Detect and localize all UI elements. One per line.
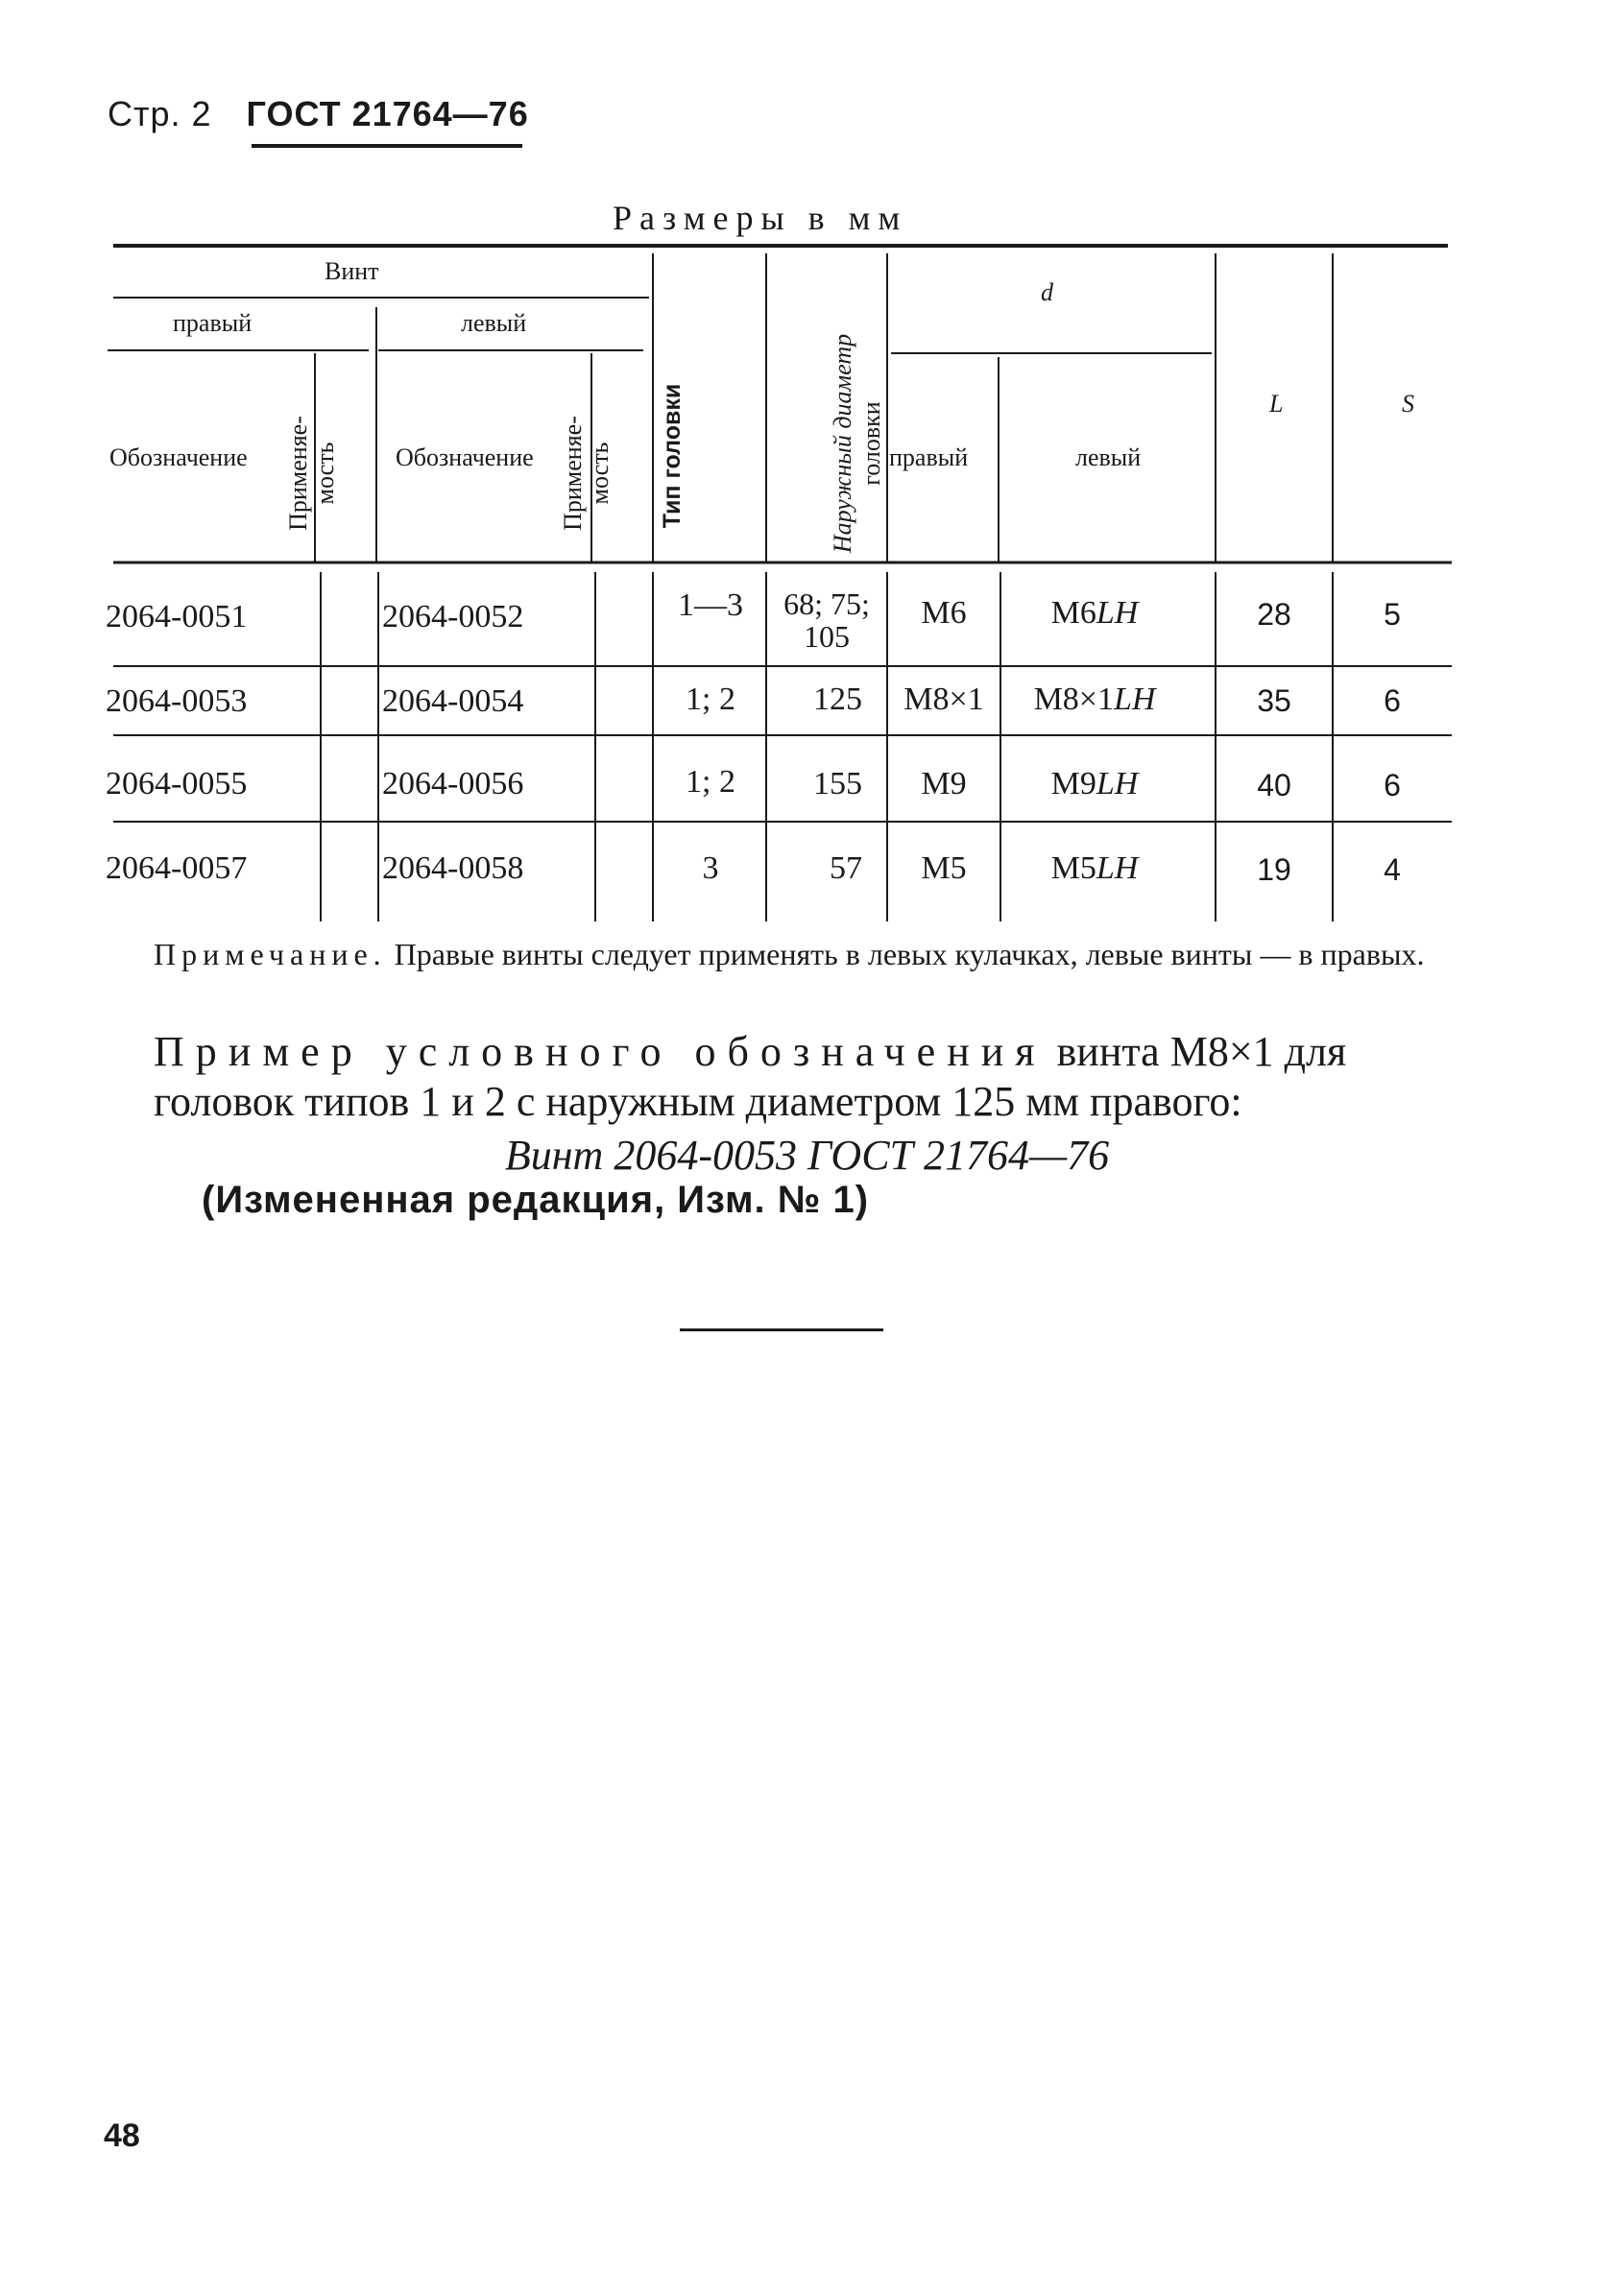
- header-applicability-right: Применяе- мость: [284, 416, 339, 531]
- header-S: S: [1402, 390, 1414, 418]
- header-d-left: левый: [1075, 443, 1142, 471]
- table-cell-right: 2064-0057: [106, 850, 248, 886]
- table-cell-d-left: М9LH: [1050, 766, 1139, 801]
- table-cell-diameter: 57: [830, 850, 862, 886]
- header-designation-left: Обозначение: [396, 443, 534, 471]
- table-cell-right: 2064-0053: [106, 683, 248, 719]
- header-designation-right: Обозначение: [109, 443, 248, 471]
- table-cell-d-right: М5: [921, 850, 967, 886]
- header-d-right: правый: [889, 443, 969, 471]
- table-cell-type: 1; 2: [686, 682, 735, 717]
- table-cell-type: 1; 2: [686, 764, 735, 800]
- header-L: L: [1269, 390, 1284, 418]
- header-left-screw: левый: [461, 309, 527, 337]
- table-cell-S: 4: [1384, 852, 1401, 887]
- table-cell-d-left: М6LH: [1050, 595, 1139, 631]
- table-cell-left: 2064-0054: [382, 683, 524, 719]
- example-text: винта М8×1 для головок типов 1 и 2 с наружным диаметром 125 мм правого:: [154, 1028, 1347, 1125]
- page-header: [108, 94, 529, 148]
- page-label: Стр. 2: [108, 94, 212, 133]
- table-cell-diameter: 125: [813, 682, 862, 717]
- header-right-screw: правый: [173, 309, 253, 337]
- page-number: 48: [104, 2117, 140, 2154]
- table-cell-type: 1—3: [678, 587, 743, 623]
- table-cell-d-right: М9: [921, 766, 967, 801]
- header-d: d: [1041, 278, 1053, 306]
- note-text: Правые винты следует применять в левых кулачках, левые винты — в правых.: [386, 937, 1425, 971]
- table-cell-right: 2064-0055: [106, 766, 248, 801]
- units-caption: Размеры в мм: [613, 199, 908, 237]
- header-head-type: Тип головки: [659, 383, 686, 529]
- table-cell-d-right: М8×1: [903, 682, 984, 717]
- table-cell-L: 28: [1257, 597, 1291, 632]
- table-cell-d-left: М5LH: [1050, 850, 1139, 886]
- table-note: [154, 935, 1459, 973]
- amendment-note: (Измененная редакция, Изм. № 1): [202, 1179, 870, 1221]
- note-label: Примечание.: [154, 937, 387, 971]
- table-cell-S: 6: [1384, 768, 1401, 802]
- header-vint: Винт: [325, 257, 379, 285]
- table-cell-diameter: 155: [813, 766, 862, 801]
- example-lead: Пример условного обозначения: [154, 1028, 1047, 1075]
- table-cell-diameter: 68; 75; 105: [783, 586, 870, 654]
- header-underline: [252, 144, 522, 148]
- end-rule: [680, 1328, 883, 1331]
- designation-example: [154, 1027, 1459, 1127]
- example-designation: Винт 2064-0053 ГОСТ 21764—76: [504, 1132, 1110, 1179]
- table-cell-d-right: М6: [921, 595, 967, 631]
- table-cell-type: 3: [702, 850, 719, 886]
- table-cell-left: 2064-0052: [382, 599, 524, 634]
- table-cell-left: 2064-0056: [382, 766, 524, 801]
- header-outer-diameter: Наружный диаметр головки: [829, 333, 885, 554]
- table-cell-S: 6: [1384, 683, 1401, 718]
- standard-number: ГОСТ 21764—76: [246, 94, 529, 133]
- table-cell-L: 40: [1257, 768, 1291, 802]
- table-cell-left: 2064-0058: [382, 850, 524, 886]
- table-cell-L: 19: [1257, 852, 1291, 887]
- table-cell-S: 5: [1384, 597, 1401, 632]
- header-applicability-left: Применяе- мость: [559, 416, 614, 531]
- table-cell-right: 2064-0051: [106, 599, 248, 634]
- table-cell-L: 35: [1257, 683, 1291, 718]
- table-cell-d-left: М8×1LH: [1033, 682, 1156, 717]
